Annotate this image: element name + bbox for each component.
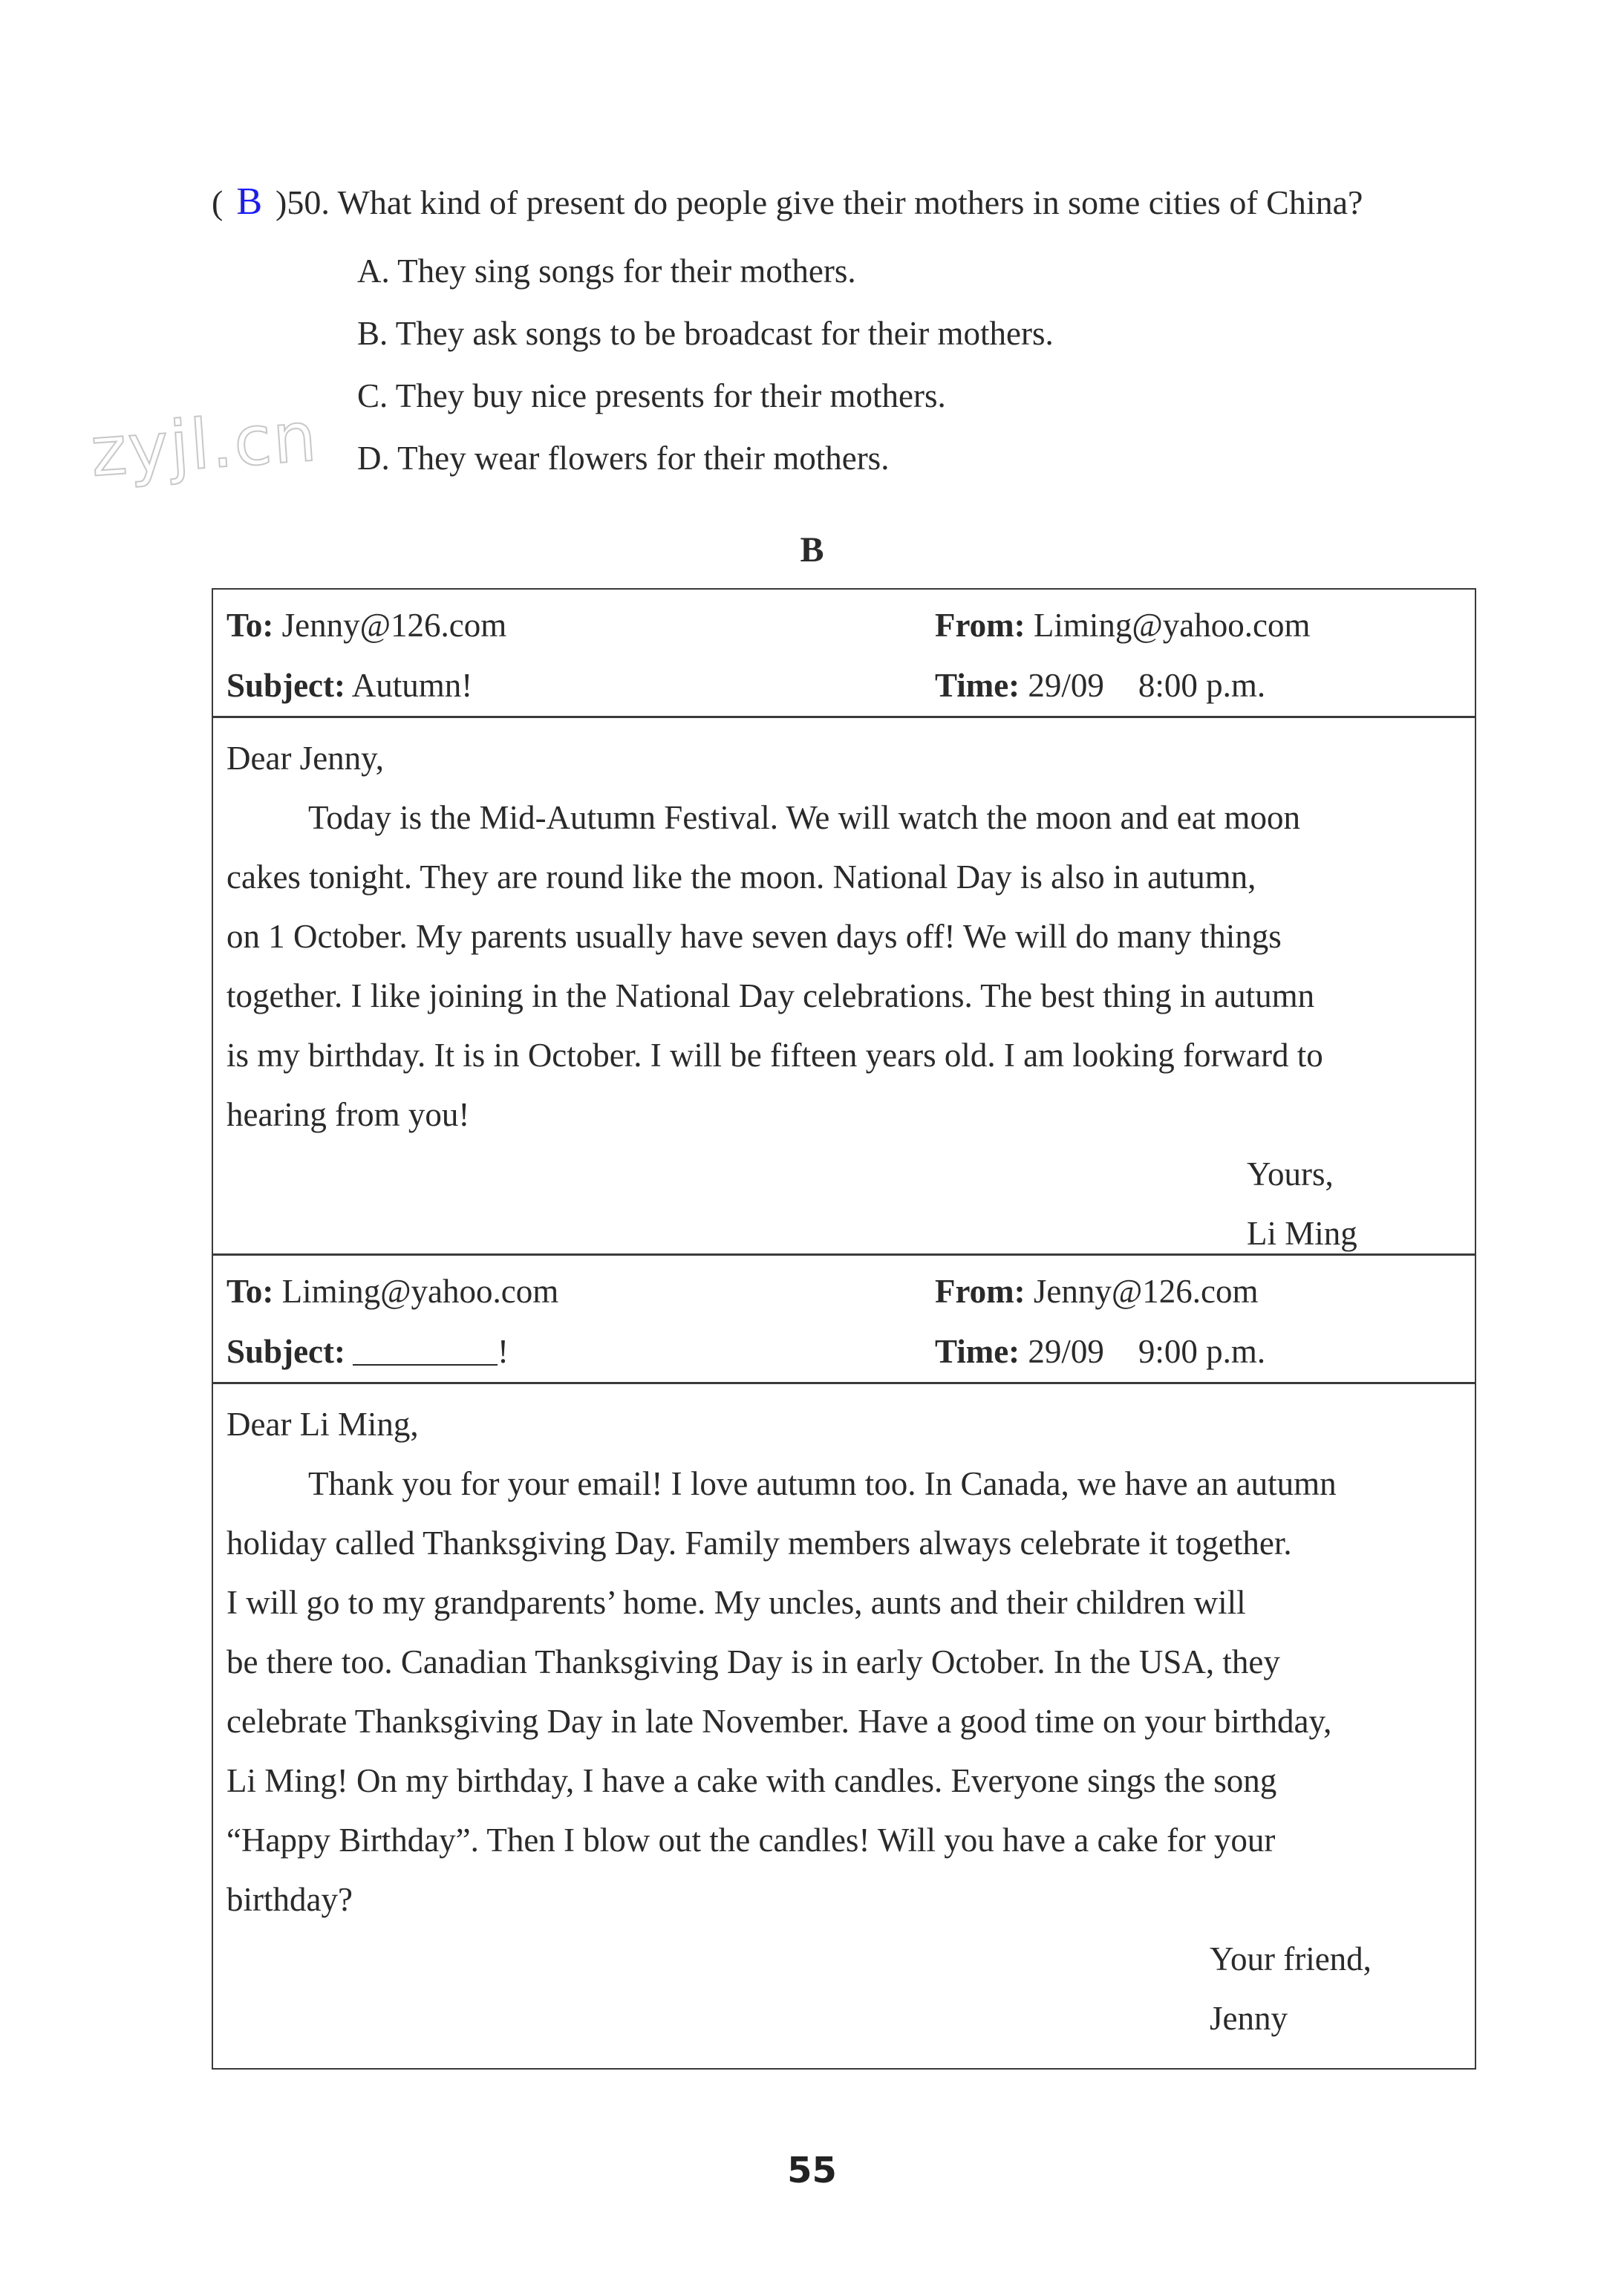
from-value: Jenny@126.com [1033,1273,1259,1310]
to-field [226,1272,558,1311]
from-label: From: [935,607,1025,644]
closing: Yours, [1247,1155,1334,1193]
to-value: Liming@yahoo.com [281,1273,559,1310]
time-value: 8:00 p.m. [1138,667,1266,704]
closing: Your friend, [1210,1940,1372,1977]
email-header-1 [213,590,1475,718]
to-field [226,606,506,645]
time-field [935,1332,1265,1371]
question-50 [212,178,1489,489]
subject-label: Subject: [226,667,345,704]
section-label: B [800,530,824,570]
time-field [935,666,1265,705]
greeting: Dear Jenny, [226,740,384,777]
time-value: 9:00 p.m. [1138,1333,1266,1370]
to-label: To: [226,607,274,644]
option-c[interactable]: C. They buy nice presents for their mothers. [357,377,946,414]
body-line: holiday called Thanksgiving Day. Family members always celebrate it together. [226,1525,1292,1562]
close-paren: ) [275,183,287,221]
answer-blank[interactable]: B [236,180,263,223]
open-paren: ( [212,183,224,221]
body-line: is my birthday. It is in October. I will be fifteen years old. I am looking forward to [226,1037,1323,1074]
from-field [935,606,1311,645]
body-line: Today is the Mid-Autumn Festival. We will watch the moon and eat moon [308,799,1300,836]
body-line: “Happy Birthday”. Then I blow out the candles! Will you have a cake for your [226,1822,1276,1859]
option-a[interactable]: A. They sing songs for their mothers. [357,252,856,290]
to-value: Jenny@126.com [281,607,507,644]
body-line: birthday? [226,1881,353,1918]
subject-suffix: ! [497,1333,509,1370]
question-number: 50. [287,183,330,221]
email-body-2 [213,1384,1475,2068]
greeting: Dear Li Ming, [226,1406,419,1443]
from-value: Liming@yahoo.com [1033,607,1311,644]
signature: Jenny [1210,2000,1288,2037]
subject-field [226,666,472,705]
body-line: hearing from you! [226,1096,470,1133]
signature: Li Ming [1247,1215,1357,1252]
body-line: I will go to my grandparents’ home. My uncles, aunts and their children will [226,1584,1246,1621]
body-line: Li Ming! On my birthday, I have a cake with candles. Everyone sings the song [226,1762,1277,1799]
time-label: Time: [935,1333,1020,1370]
email-body-1 [213,718,1475,1256]
date-value: 29/09 [1028,1333,1104,1370]
body-line: cakes tonight. They are round like the moon. National Day is also in autumn, [226,858,1256,896]
body-line: on 1 October. My parents usually have seven days off! We will do many things [226,918,1282,955]
subject-field [226,1332,509,1371]
body-line: celebrate Thanksgiving Day in late November. Have a good time on your birthday, [226,1703,1332,1740]
options-list [357,240,1489,489]
to-label: To: [226,1273,274,1310]
body-line: together. I like joining in the National Day celebrations. The best thing in autumn [226,977,1315,1014]
body-line: be there too. Canadian Thanksgiving Day is in early October. In the USA, they [226,1643,1280,1680]
subject-label: Subject: [226,1333,345,1370]
body-line: Thank you for your email! I love autumn too. In Canada, we have an autumn [308,1465,1337,1502]
from-field [935,1272,1259,1311]
subject-value: Autumn! [351,667,473,704]
question-stem-line [212,178,1489,226]
option-d[interactable]: D. They wear flowers for their mothers. [357,440,890,477]
subject-blank[interactable] [353,1334,498,1366]
page-number: 55 [787,2150,837,2191]
email-table [212,588,1476,2070]
question-stem: What kind of present do people give their mothers in some cities of China? [337,183,1363,221]
email-header-2 [213,1256,1475,1384]
watermark: zyjl.cn [88,397,321,492]
time-label: Time: [935,667,1020,704]
from-label: From: [935,1273,1025,1310]
date-value: 29/09 [1028,667,1104,704]
option-b[interactable]: B. They ask songs to be broadcast for their mothers. [357,315,1054,352]
